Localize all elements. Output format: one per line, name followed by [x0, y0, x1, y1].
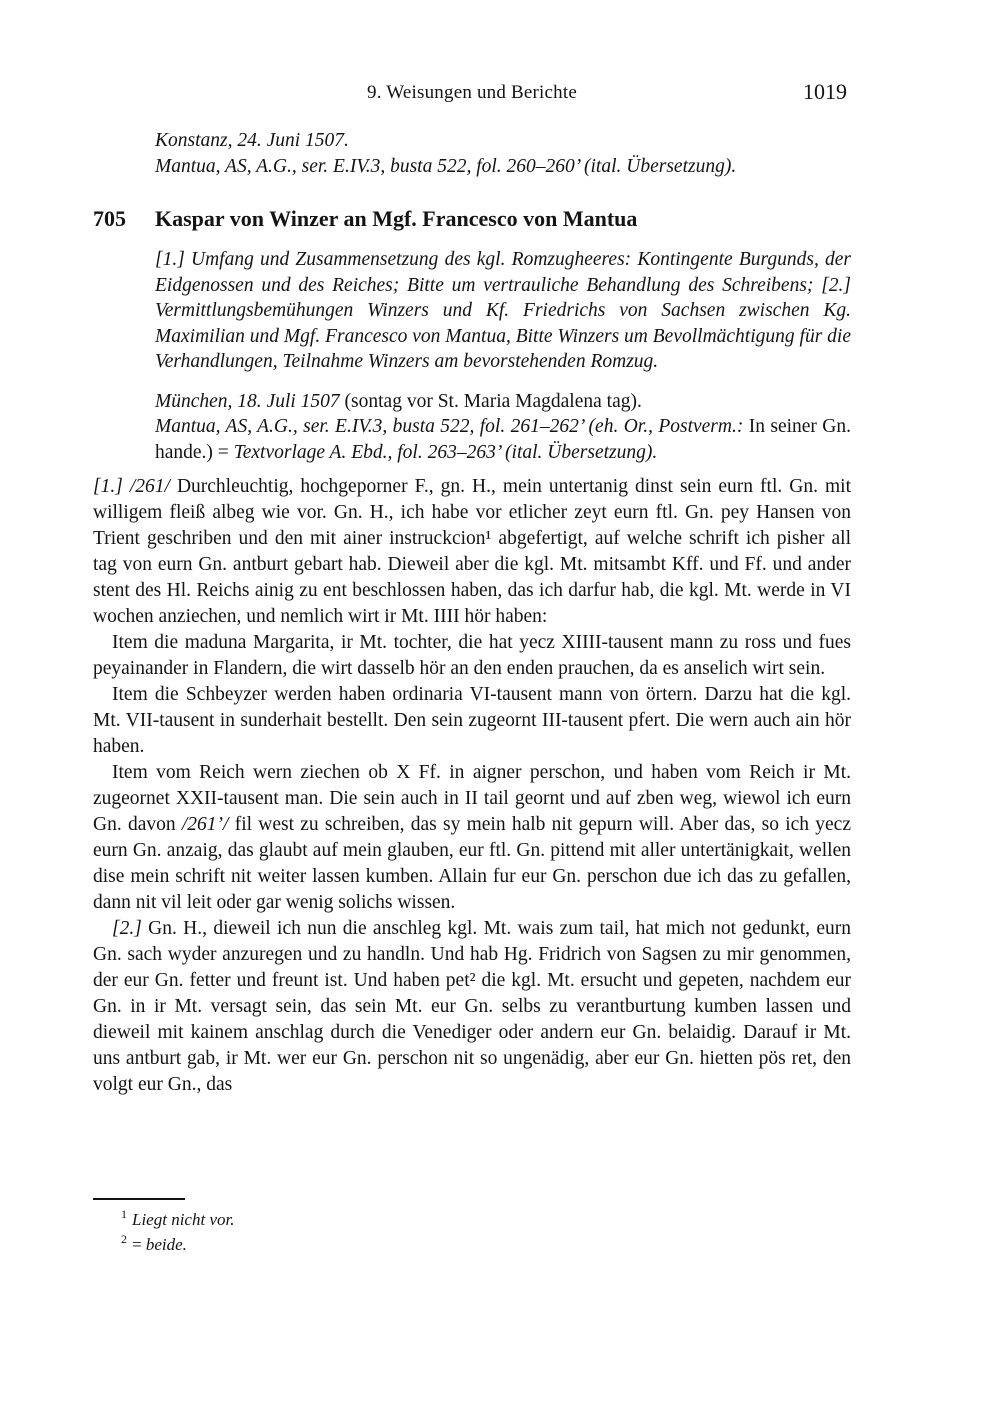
body-paragraph	[93, 474, 851, 630]
source-line-date: Konstanz, 24. Juni 1507.	[155, 130, 349, 151]
entry-body	[93, 474, 851, 1098]
body-paragraph	[93, 682, 851, 760]
body-paragraph	[93, 760, 851, 916]
text-segment: [1.] /261/	[93, 476, 177, 497]
source-line-archive: Mantua, AS, A.G., ser. E.IV.3, busta 522, fol. 260–260’ (ital. Übersetzung).	[155, 155, 737, 177]
text-segment: Mantua, AS, A.G., ser. E.IV.3, busta 522, fol. 261–262’ (eh. Or., Postverm.:	[155, 416, 749, 437]
text-segment: fil west zu schreiben, das sy mein halb nit gepurn will. Aber das, so ich yecz eurn Gn. anzaig, das glaubt auf mein glauben, eur ftl. Gn. pittend mit aller untertänigkait, wellen dise mein schrift nit weiter lassen kumben. Allain fur eur Gn. perschon due ich das zu gefallen, dann nit vil leit oder gar wenig solichs wissen.	[93, 814, 851, 913]
text-segment: München, 18. Juli 1507	[155, 390, 340, 412]
text-segment: =	[132, 1235, 146, 1254]
footnote	[121, 1232, 851, 1257]
text-segment: /261’/	[181, 814, 229, 835]
text-block	[93, 0, 851, 1098]
text-segment: Item die Schbeyzer werden haben ordinaria VI-tausent mann von örtern. Darzu hat die kgl. Mt. VII-tausent in sunderhait bestellt. Den sein zugeornt III-tausent pfert. Die wern auch ain hör haben.	[93, 684, 851, 757]
dateline-line	[155, 414, 851, 465]
text-segment: Liegt nicht vor.	[132, 1210, 235, 1229]
entry-title: Kaspar von Winzer an Mgf. Francesco von Mantua	[155, 206, 638, 231]
running-header	[93, 79, 851, 110]
body-paragraph	[93, 916, 851, 1098]
text-segment: Item vom Reich wern ziechen ob X Ff. in aigner perschon, und haben vom Reich ir Mt. zugeornet XXII-tausent man. Die sein auch in II tail geornt und auf zben weg, wiewol ich eurn Gn. davon	[93, 762, 851, 835]
running-title: 9. Weisungen und Berichte	[367, 82, 577, 103]
footnote	[121, 1207, 851, 1232]
text-segment: Durchleuchtig, hochgeporner F., gn. H., mein untertanig dinst sein eurn ftl. Gn. mit willigem fleiß albeg wie vor. Gn. H., ich habe vor etlicher zeyt eurn ftl. Gn. pey Hansen von Trient geschriben und den mit ainer instruckcion¹ abgefertigt, auf welche schrift ich pisher all tag von eurn Gn. antburt gebart hab. Dieweil aber die kgl. Mt. mitsambt Kff. und Ff. und ander stent des Hl. Reichs ainig zu ent beschlossen haben, das ich darfur hab, die kgl. Mt. werde in VI wochen anziechen, und nemlich wirt ir Mt. IIII hör haben:	[93, 476, 852, 627]
text-segment: [2.]	[112, 918, 149, 939]
entry-summary: [1.] Umfang und Zusammensetzung des kgl. Romzugheeres: Kontingente Burgunds, der Eidgenossen und des Reiches; Bitte um vertrauliche Behandlung des Schreibens; [2.] Vermittlungsbemühungen Winzers und Kf. Friedrichs von Sachsen zwischen Kg. Maximilian und Mgf. Francesco von Mantua, Bitte Winzers um Bevollmächtigung für die Verhandlungen, Teilnahme Winzers am bevorstehenden Romzug.	[155, 249, 851, 372]
entry-heading	[93, 205, 851, 233]
footnote-separator	[93, 1198, 185, 1200]
text-segment: Gn. H., dieweil ich nun die anschleg kgl. Mt. wais zum tail, hat mich not gedunkt, eurn Gn. sach wyder anzuregen und zu handln. Und hab Hg. Fridrich von Sagsen zu mir genommen, der eur Gn. fetter und freunt ist. Und haben pet² die kgl. Mt. ersucht und gepeten, nachdem eur Gn. in ir Mt. versagt sein, das sein Mt. eur Gn. selbs zu verantburtung kumben lassen und dieweil mit kainem anschlag durch die Venediger oder andern eur Gn. belaidig. Darauf ir Mt. uns antburt gab, ir Mt. wer eur Gn. perschon nit so ungenädig, aber eur Gn. hietten pös ret, den volgt eur Gn., das	[93, 918, 851, 1095]
footnote-marker: 2	[121, 1232, 127, 1247]
dateline-line	[155, 389, 851, 415]
body-paragraph	[93, 630, 851, 682]
footnote-list	[93, 1207, 851, 1257]
footnote-marker: 1	[121, 1207, 127, 1222]
text-segment: In seiner Gn. hande.) =	[155, 416, 852, 463]
text-segment: beide.	[145, 1235, 187, 1254]
text-segment: Item die maduna Margarita, ir Mt. tochter, die hat yecz XIIII-tausent mann zu ross und fues peyainander in Flandern, die wirt dasselb hör an den enden prauchen, da es anselich wirt sein.	[93, 632, 851, 679]
footnotes-section	[93, 1198, 851, 1257]
entry-number: 705	[93, 206, 126, 231]
text-segment: Textvorlage A. Ebd., fol. 263–263’ (ital. Übersetzung).	[233, 441, 658, 463]
text-segment: (sontag vor St. Maria Magdalena tag).	[339, 390, 642, 412]
entry-dateline	[155, 389, 851, 466]
previous-entry-source	[155, 128, 851, 179]
page-number: 1019	[803, 79, 847, 104]
